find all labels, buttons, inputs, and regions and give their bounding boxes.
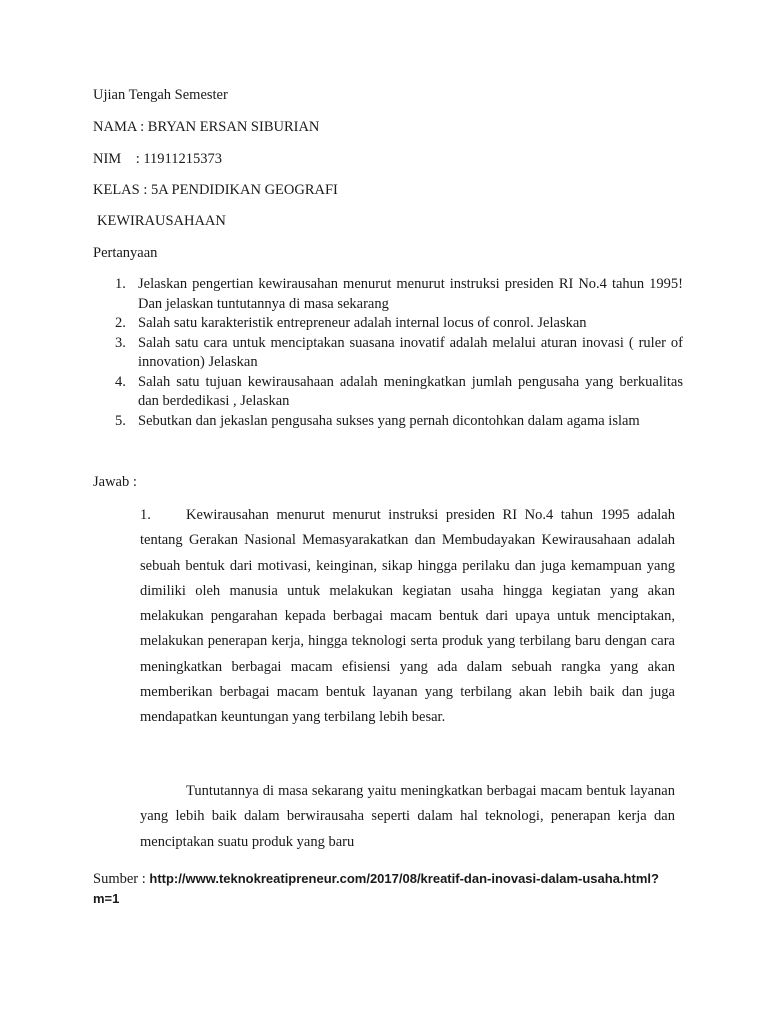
question-item bbox=[93, 275, 683, 314]
answer-paragraph-1 bbox=[140, 503, 675, 731]
question-item bbox=[93, 373, 683, 412]
question-text: Jelaskan pengertian kewirausahan menurut menurut instruksi presiden RI No.4 tahun 1995! Dan jelaskan tuntutannya di masa sekarang bbox=[138, 276, 683, 312]
question-item bbox=[93, 314, 683, 334]
question-number: 1. bbox=[115, 276, 126, 292]
source-label: Sumber : bbox=[93, 871, 150, 887]
question-item bbox=[93, 412, 683, 432]
source-link[interactable]: http://www.teknokreatipreneur.com/2017/08/kreatif-dan-inovasi-dalam-usaha.html?m=1 bbox=[93, 871, 659, 906]
question-number: 3. bbox=[115, 334, 126, 351]
question-item bbox=[93, 334, 683, 373]
student-nim: NIM : 11911215373 bbox=[93, 151, 223, 167]
question-text: Salah satu tujuan kewirausahaan adalah meningkatkan jumlah pengusaha yang berkualitas dan berdedikasi , Jelaskan bbox=[138, 373, 683, 409]
question-text: Salah satu cara untuk menciptakan suasana inovatif adalah melalui aturan inovasi ( ruler of innovation) Jelaskan bbox=[138, 334, 683, 370]
question-number: 5. bbox=[115, 412, 126, 429]
subject-title: KEWIRAUSAHAAN bbox=[97, 213, 226, 229]
answer-number: 1. bbox=[140, 507, 151, 523]
questions-heading: Pertanyaan bbox=[93, 245, 158, 261]
question-number: 2. bbox=[115, 315, 126, 331]
student-class: KELAS : 5A PENDIDIKAN GEOGRAFI bbox=[93, 182, 338, 198]
questions-list bbox=[93, 275, 683, 431]
student-name: NAMA : BRYAN ERSAN SIBURIAN bbox=[93, 119, 320, 135]
answer-text: Kewirausahan menurut menurut instruksi presiden RI No.4 tahun 1995 adalah tentang Gerakan Nasional Memasyarakatkan dan Membudayakan Kewirausahaan adalah sebuah bentuk dari motivasi, keinginan, sikap hingga perilaku dan juga kemampuan yang dimiliki oleh manusia untuk melakukan kegiatan usaha hingga kegiatan yang akan melakukan pengarahan kepada berbagai macam bentuk dari upaya untuk menciptakan, melakukan penerapan kerja, hingga teknologi serta produk yang terbilang baru dengan cara meningkatkan berbagai macam efisiensi yang ada dalam sebuah rangka yang akan memberikan berbagai macam bentuk layanan yang terbilang akan lebih baik dan juga mendapatkan keuntungan yang terbilang lebih besar. bbox=[140, 507, 675, 726]
answer-heading: Jawab : bbox=[93, 474, 137, 490]
question-text: Salah satu karakteristik entrepreneur adalah internal locus of conrol. Jelaskan bbox=[138, 315, 587, 331]
exam-title: Ujian Tengah Semester bbox=[93, 87, 228, 103]
answer-paragraph-2: Tuntutannya di masa sekarang yaitu meningkatkan berbagai macam bentuk layanan yang lebih baik dalam berwirausaha seperti dalam hal teknologi, penerapan kerja dan menciptakan suatu produk yang baru bbox=[140, 783, 675, 850]
question-number: 4. bbox=[115, 373, 126, 390]
source-citation bbox=[93, 869, 673, 909]
question-text: Sebutkan dan jekaslan pengusaha sukses yang pernah dicontohkan dalam agama islam bbox=[138, 412, 640, 429]
